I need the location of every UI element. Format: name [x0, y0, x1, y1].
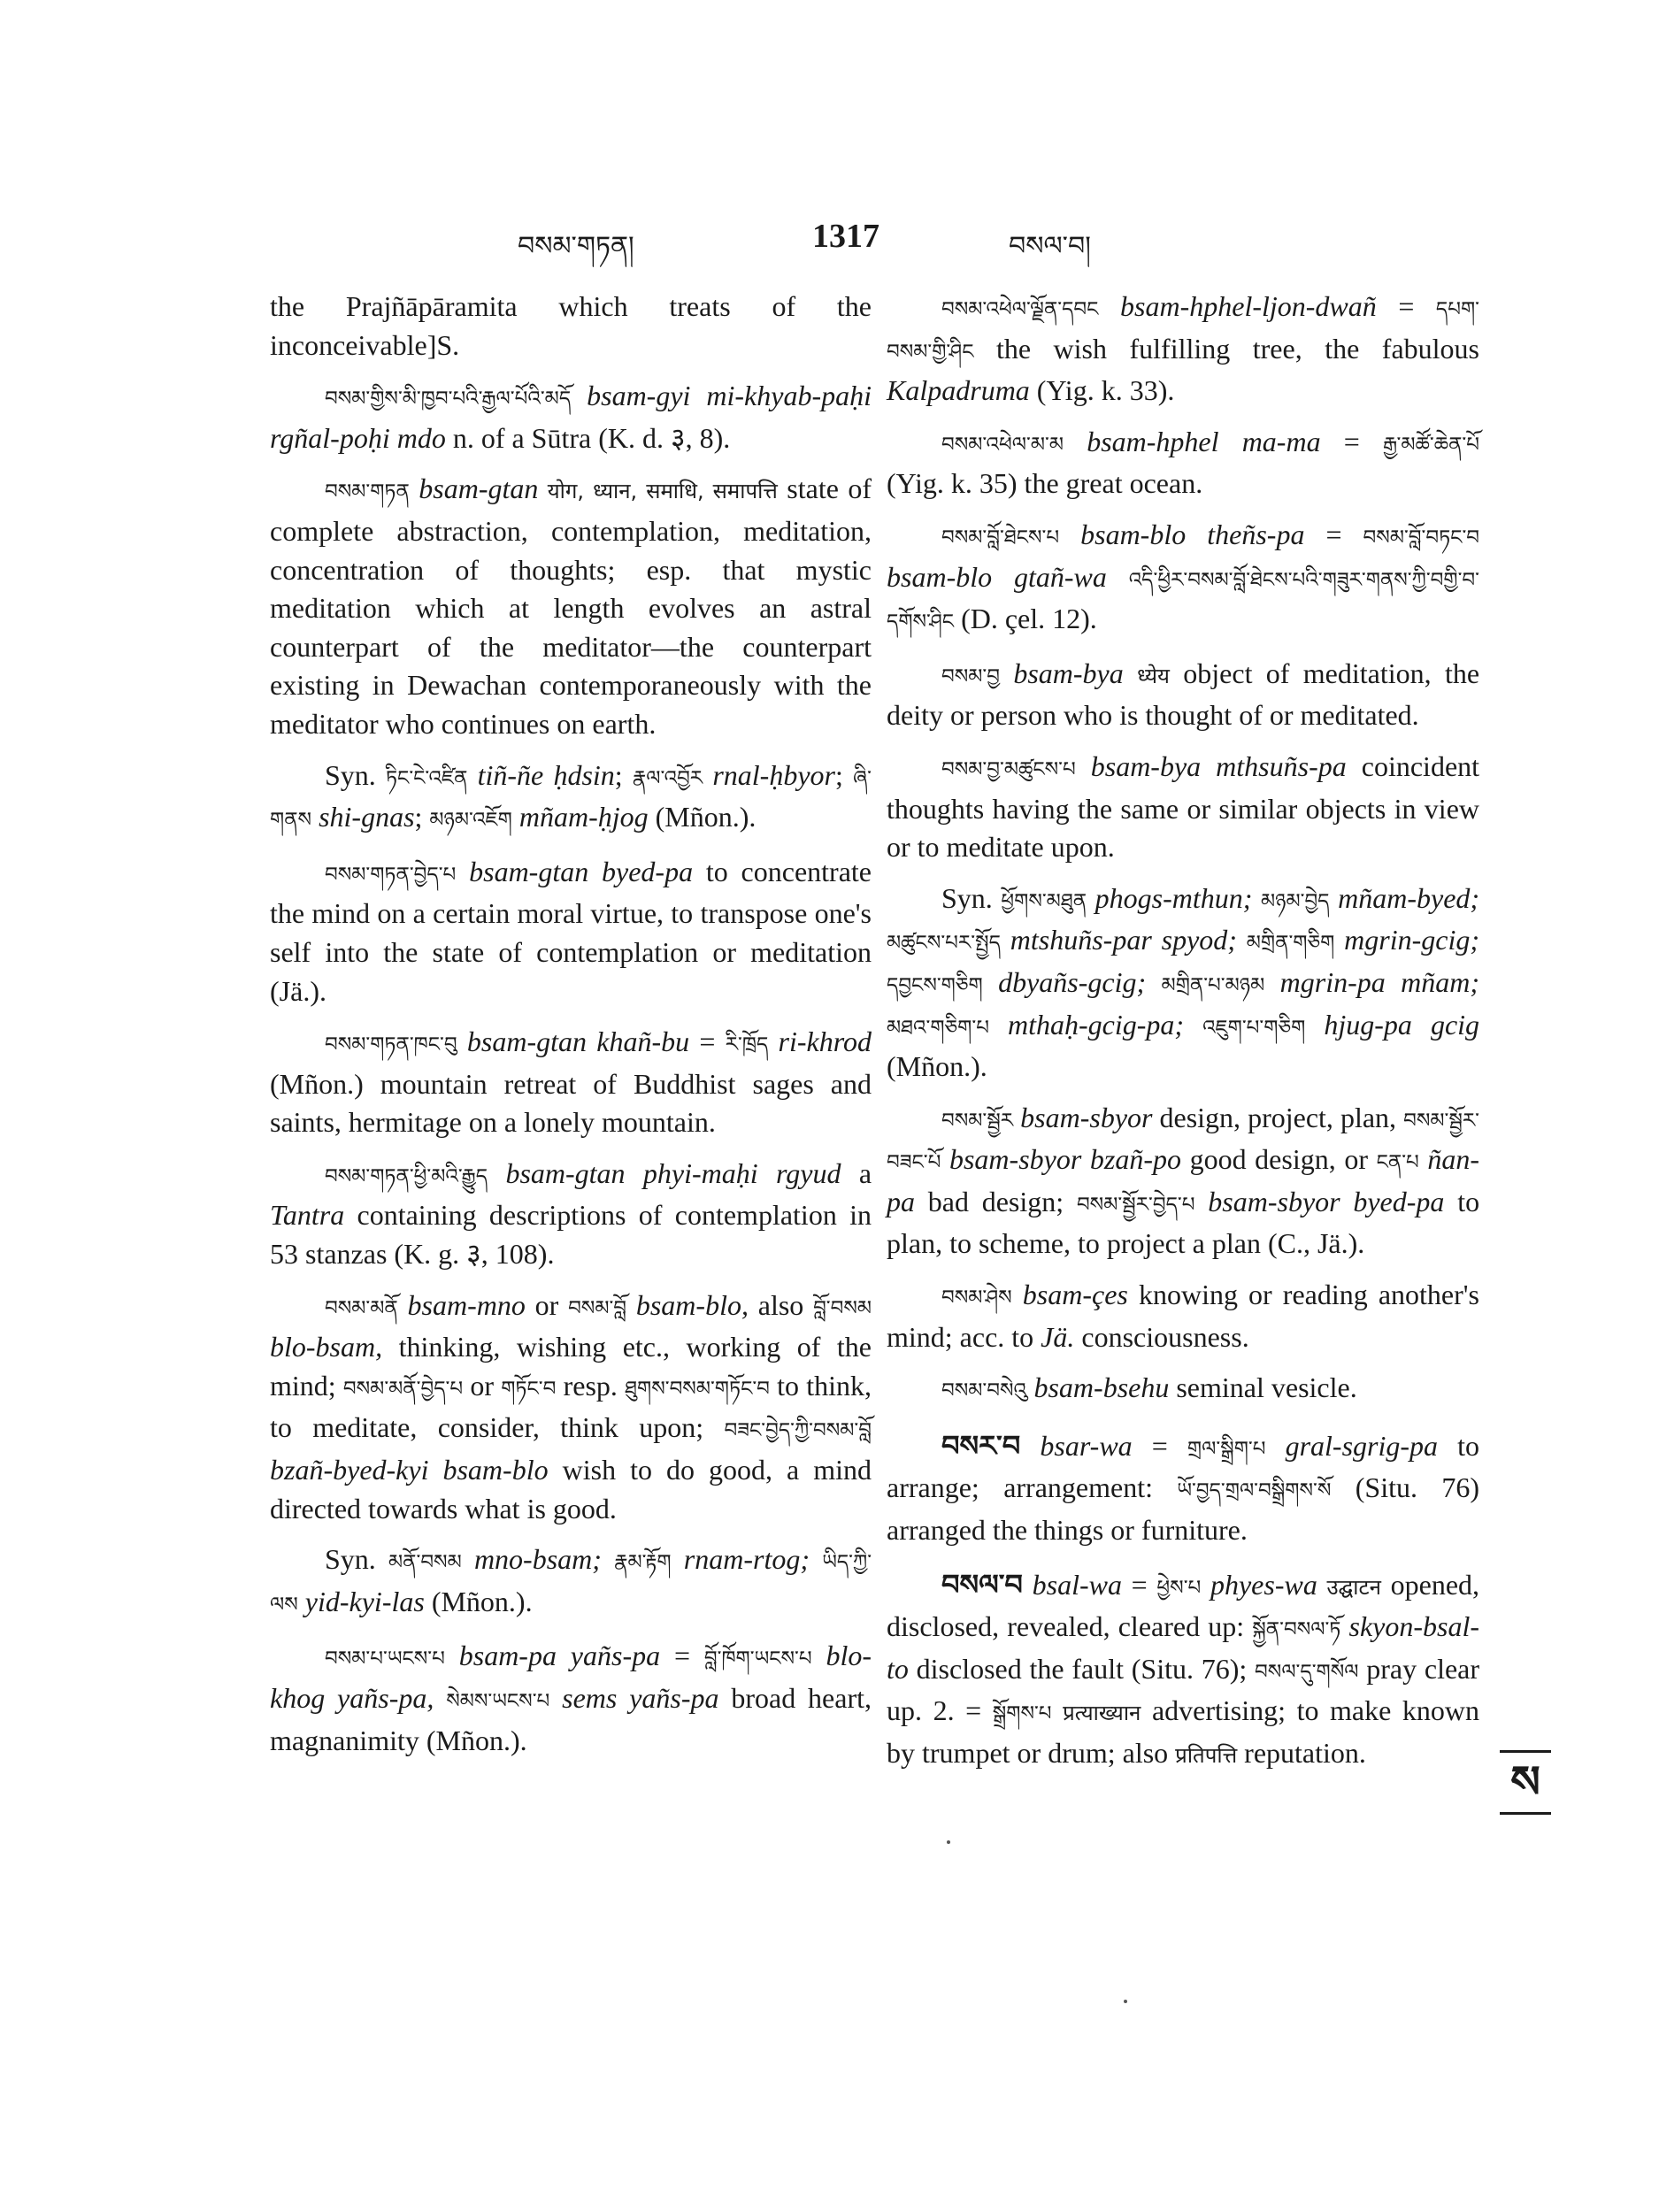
- tibetan-headword-large: བསར་བ: [941, 1428, 1021, 1463]
- sanskrit-equivalent: ध्येय: [1137, 663, 1170, 688]
- tibetan-headword: བསམ་འཕེལ་ལྗོན་དབང: [941, 298, 1099, 321]
- tibetan-headword: བསམ་གཏན་ཁང་བུ: [325, 1033, 457, 1057]
- dictionary-entry-major: བསལ་བ bsal-wa = ཕྱེས་པ phyes-wa उद्घाटन opened, disclosed, revealed, cleared up: སྐྱོན་བསལ་ཏོ skyon-bsal-to disclosed the fault (Situ. 76); བསལ་དུ་གསོལ pray clear up. 2. = སྒྲོགས་པ प्रत्याख्यान advertising; to make known by trumpet or drum; also प्रतिपत्ति reputation.: [887, 1567, 1480, 1769]
- definition: to concentrate the mind on a certain moral virtue, to transpose one's self into the state of contemplation or meditation (Jä.).: [270, 855, 872, 1007]
- transliteration: bsam-hphel ma-ma: [1087, 425, 1321, 457]
- definition: broad heart, magnanimity (Mñon.).: [270, 1682, 872, 1756]
- transliteration: bsam-bya: [1013, 657, 1124, 689]
- dictionary-entry: བསམ་སྦྱོར bsam-sbyor design, project, plan, བསམ་སྦྱོར་བཟང་པོ bsam-sbyor bzañ-po good design, or ངན་པ ñan-pa bad design; བསམ་སྦྱོར་བྱེད་པ bsam-sbyor byed-pa to plan, to scheme, to project a plan (C., Jä.).: [887, 1101, 1480, 1260]
- definition: seminal vesicle.: [1176, 1371, 1357, 1404]
- transliteration: bsam-hphel-ljon-dwañ: [1120, 290, 1377, 322]
- dictionary-entry: བསམ་པ་ཡངས་པ bsam-pa yañs-pa = བློ་ཁོག་ཡངས་པ blo-khog yañs-pa, སེམས་ཡངས་པ sems yañs-pa broad heart, magnanimity (Mñon.).: [270, 1640, 872, 1756]
- definition: (Mñon.) mountain retreat of Buddhist sages and saints, hermitage on a lonely mountain.: [270, 1067, 872, 1139]
- transliteration: bsar-wa: [1040, 1429, 1133, 1462]
- running-head-right: བསལ་བ།: [1009, 231, 1091, 262]
- dictionary-entry-major: བསར་བ bsar-wa = གྲལ་སྒྲིག་པ gral-sgrig-pa to arrange; arrangement: ཡོ་བྱད་གྲལ་བསྒྲིགས་སོ (Situ. 76) arranged the things or furniture.: [887, 1428, 1480, 1547]
- synonym-list: Syn. ཏིང་ངེ་འཛིན tiñ-ñe ḥdsin; རྣལ་འབྱོར rnal-ḥbyor; ཞི་གནས shi-gnas; མཉམ་འཇོག mñam-ḥjog (Mñon.).: [270, 758, 872, 833]
- sanskrit-equivalent: योग, ध्यान, समाधि, समापत्ति: [547, 479, 778, 504]
- transliteration: bsam-bya mthsuñs-pa: [1090, 749, 1347, 782]
- transliteration: bsam-gtan khañ-bu: [466, 1025, 690, 1058]
- transliteration: bsam-gtan: [419, 472, 539, 505]
- thumb-index-rule: [1500, 1812, 1551, 1815]
- transliteration: bsam-gtan phyi-maḥi rgyud: [505, 1156, 841, 1189]
- transliteration: bsam-blo theñs-pa: [1080, 518, 1305, 550]
- dictionary-entry: བསམ་བློ་ཐེངས་པ bsam-blo theñs-pa = བསམ་བློ་བཏང་བ bsam-blo gtañ-wa འདི་ཕྱིར་བསམ་བློ་ཐེངས་པའི་གཟུར་གནས་ཀྱི་བགྱི་བ་དགོས་ཤིང (D. çel. 12).: [887, 518, 1480, 635]
- entry-continuation: the Prajñāpāramita which treats of the inconceivable]S.: [270, 290, 872, 361]
- dictionary-entry: བསམ་གཏན་ཁང་བུ bsam-gtan khañ-bu = རི་ཁྲོད ri-khrod (Mñon.) mountain retreat of Buddhist sages and saints, hermitage on a lonely mountain.: [270, 1025, 872, 1139]
- transliteration: bsam-gtan byed-pa: [469, 855, 694, 887]
- left-column: [270, 288, 872, 1772]
- dictionary-entry: [887, 748, 1479, 867]
- tibetan-headword: བསམ་བྱ་མཚུངས་པ: [941, 757, 1076, 781]
- tibetan-headword-large: བསལ་བ: [941, 1567, 1023, 1601]
- page-number: 1317: [812, 218, 879, 255]
- definition: (Yig. k. 35) the great ocean.: [887, 467, 1203, 500]
- right-column: [887, 288, 1479, 1788]
- tibetan-headword: བསམ་སྦྱོར: [941, 1109, 1014, 1133]
- dictionary-entry: [887, 655, 1479, 735]
- tibetan-headword: བསམ་གྱིས་མི་ཁྱབ་པའི་རྒྱལ་པོའི་མདོ: [325, 388, 572, 411]
- tibetan-headword: བསམ་བྱ: [941, 664, 1000, 688]
- tibetan-headword: བསམ་ཤེས: [941, 1286, 1012, 1310]
- dictionary-entry: བསམ་གཏན་ཕྱི་མའི་རྒྱུད bsam-gtan phyi-maḥi rgyud a Tantra containing descriptions of contemplation in 53 stanzas (K. g. ३, 108).: [270, 1156, 872, 1271]
- dictionary-entry: [270, 470, 872, 743]
- paper-speck: [1124, 2000, 1127, 2003]
- dictionary-entry: [887, 1369, 1479, 1411]
- synonym-list: Syn. མནོ་བསམ mno-bsam; རྣམ་རྟོག rnam-rtog; ཡིད་ཀྱི་ལས yid-kyi-las (Mñon.).: [270, 1543, 872, 1617]
- tibetan-headword: བསམ་གཏན་ཕྱི་མའི་རྒྱུད: [325, 1164, 488, 1188]
- tibetan-headword: བསམ་བློ་ཐེངས་པ: [941, 526, 1060, 549]
- synonym-list: Syn. ཕྱོགས་མཐུན phogs-mthun; མཉམ་བྱེད mñam-byed; མཚུངས་པར་སྤྱོད mtshuñs-par spyod; མགྲིན་གཅིག mgrin-gcig; དབྱངས་གཅིག dbyañs-gcig; མགྲིན་པ་མཉམ mgrin-pa mñam; མཐའ་གཅིག་པ mthaḥ-gcig-pa; འཇུག་པ་གཅིག hjug-pa gcig (Mñon.).: [887, 881, 1480, 1083]
- running-head-left: བསམ་གཏན།: [518, 231, 634, 262]
- dictionary-entry: བསམ་འཕེལ་ལྗོན་དབང bsam-hphel-ljon-dwañ = དཔག་བསམ་གྱི་ཤིང the wish fulfilling tree, the fabulous Kalpadruma (Yig. k. 33).: [887, 290, 1480, 407]
- tibetan-headword: བསམ་གཏན་བྱེད་པ: [325, 863, 457, 887]
- paper-speck: [947, 1840, 950, 1844]
- tibetan-headword: བསམ་བསེའུ: [941, 1379, 1027, 1403]
- dictionary-entry: [270, 377, 872, 457]
- transliteration: bsam-sbyor: [1020, 1101, 1153, 1133]
- definition: state of complete abstraction, contemplation, meditation, concentration of thoughts; esp. that mystic meditation which at length evolves an astral counterpart of the meditator—the counterpart existing in Dewachan contemporaneously with the meditator who continues on earth.: [270, 472, 872, 740]
- dictionary-entry: བསམ་འཕེལ་མ་མ bsam-hphel ma-ma = རྒྱ་མཚོ་ཆེན་པོ (Yig. k. 35) the great ocean.: [887, 425, 1480, 500]
- transliteration: bsal-wa: [1032, 1568, 1122, 1601]
- definition: containing descriptions of contemplation in 53 stanzas (K. g. ३, 108).: [270, 1199, 872, 1271]
- transliteration: bsam-çes: [1022, 1279, 1128, 1311]
- dictionary-entry: བསམ་ཤེས bsam-çes knowing or reading another's mind; acc. to Jä. consciousness.: [887, 1279, 1480, 1353]
- tibetan-headword: བསམ་འཕེལ་མ་མ: [941, 433, 1064, 457]
- tibetan-headword: བསམ་པ་ཡངས་པ: [325, 1647, 445, 1671]
- transliteration: bsam-gyi mi-khyab-paḥi rgñal-poḥi mdo: [270, 380, 872, 454]
- transliteration: bsam-pa yañs-pa: [458, 1640, 661, 1672]
- thumb-index-tab: ས: [1510, 1756, 1540, 1808]
- tibetan-headword: བསམ་གཏན: [325, 480, 410, 504]
- dictionary-entry: [270, 853, 872, 1010]
- definition: n. of a Sūtra (K. d. ३, 8).: [452, 421, 731, 454]
- dictionary-entry: བསམ་མནོ bsam-mno or བསམ་བློ bsam-blo, also བློ་བསམ blo-bsam, thinking, wishing etc., working of the mind; བསམ་མནོ་བྱེད་པ or གཏོང་བ resp. ཐུགས་བསམ་གཏོང་བ to think, to meditate, consider, think upon; བཟང་བྱེད་ཀྱི་བསམ་བློ bzañ-byed-kyi bsam-blo wish to do good, a mind directed towards what is good.: [270, 1288, 872, 1525]
- definition: object of meditation, the deity or person who is thought of or meditated.: [887, 657, 1480, 732]
- thumb-index-rule: [1500, 1750, 1551, 1753]
- definition: coincident thoughts having the same or similar objects in view or to meditate upon.: [887, 749, 1480, 864]
- transliteration: bsam-bsehu: [1033, 1371, 1170, 1404]
- page-header: [0, 217, 1659, 270]
